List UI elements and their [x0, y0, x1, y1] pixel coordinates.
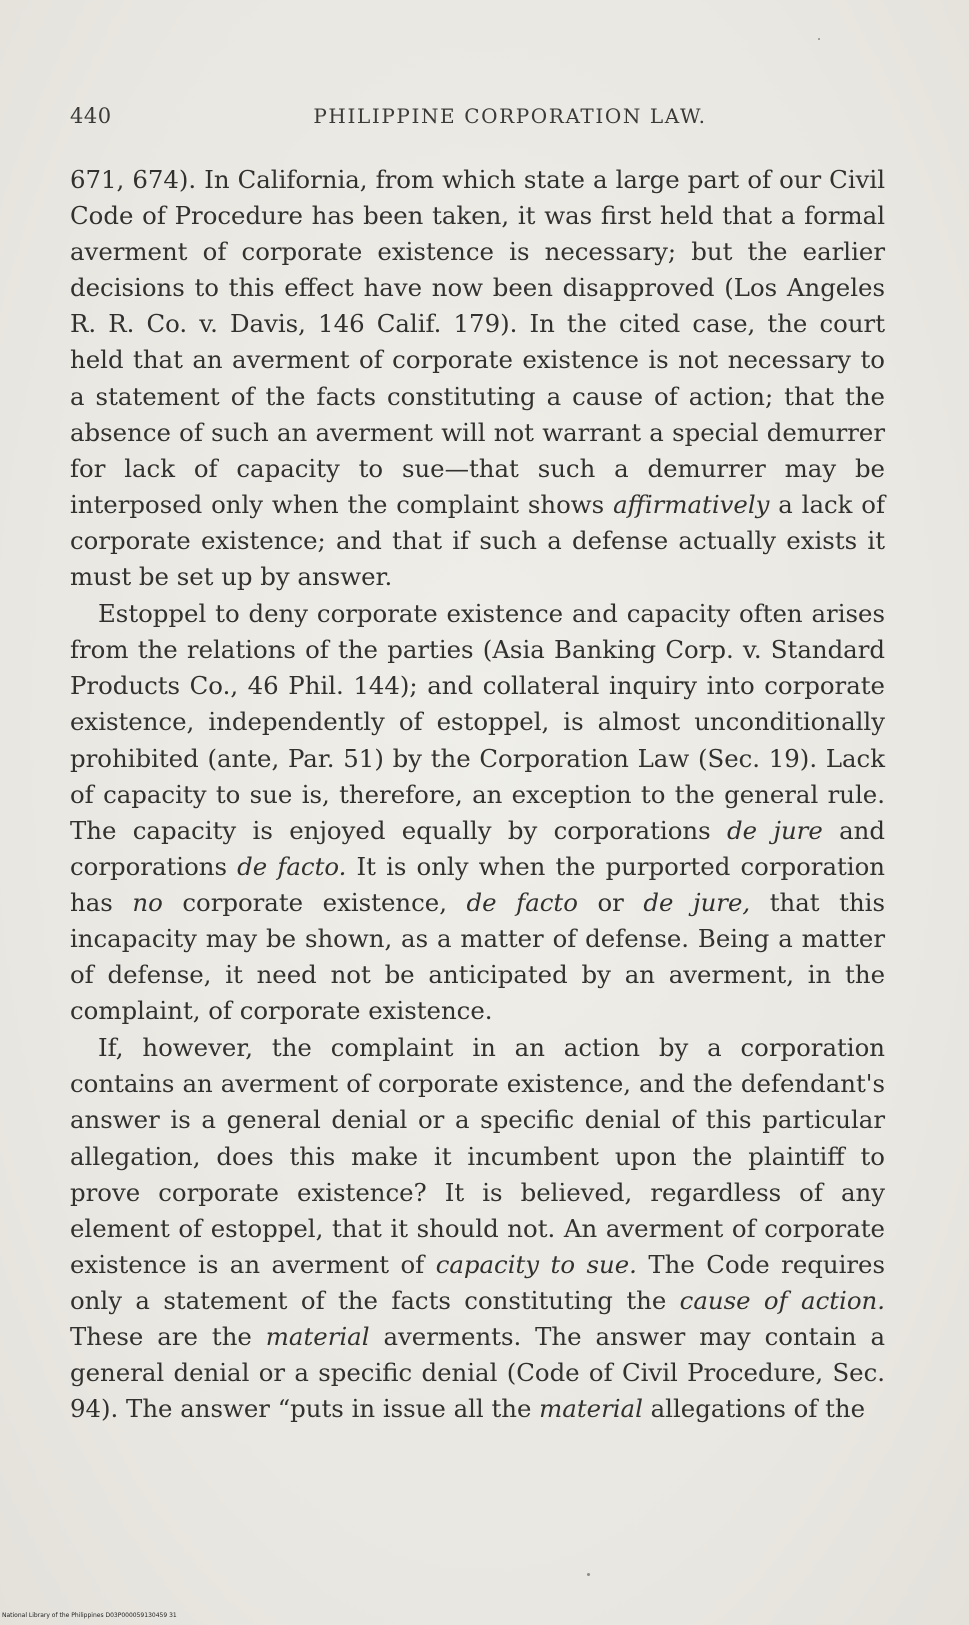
paragraph-3-italic-1: capacity to sue.	[435, 1249, 637, 1279]
paragraph-2-text-3: It is only when the purported corporation has	[70, 851, 885, 917]
paragraph-2-text-5: or	[577, 887, 644, 917]
page-number: 440	[70, 104, 112, 128]
paragraph-3-italic-3: material	[265, 1322, 370, 1351]
paragraph-3-italic-2: cause of action.	[679, 1285, 886, 1315]
paragraph-2-text-1: Estoppel to deny corporate existence and capacity often arises from the relations of the parties (Asia Banking Corp. v. Standard Products Co., 46 Phil. 144); and collateral inquiry into corporate existence, independently of estoppel, is almost unconditionally prohibited (ante, Par. 51) by the Corporation Law (Sec. 19). Lack of capacity to sue is, therefore, an exception to the general rule. The capacity is enjoyed equally by corporations	[70, 599, 885, 845]
paragraph-3-text-4: averments. The answer may contain a general denial or a specific denial (Code of Civil Procedure, Sec. 94). The answer “puts in issue all the	[70, 1322, 886, 1424]
paragraph-2-text-6: that this incapacity may be shown, as a matter of defense. Being a matter of defense, it need not be anticipated by an averment, in the complaint, of corporate existence.	[70, 887, 885, 1026]
dust-speck	[587, 1573, 590, 1576]
library-stamp: National Library of the Philippines D03P000059130459 31	[2, 1612, 177, 1619]
page-header	[70, 104, 890, 134]
paragraph-3-italic-4: material	[539, 1394, 643, 1424]
paragraph-2-italic-3: no	[132, 887, 163, 917]
paragraph-2-italic-4: de facto	[466, 887, 578, 917]
paragraph-2-italic-1: de jure	[726, 815, 823, 845]
paragraph-1	[70, 162, 885, 595]
paragraph-1-italic-1: affirmatively	[613, 489, 770, 519]
paragraph-1-text-1: 671, 674). In California, from which state a large part of our Civil Code of Procedure has been taken, it was first held that a formal averment of corporate existence is necessary; but the earlier decisions to this effect have now been disapproved (Los Angeles R. R. Co. v. Davis, 146 Calif. 179). In the cited case, the court held that an averment of corporate existence is not necessary to a statement of the facts constituting a cause of action; that the absence of such an averment will not warrant a special demurrer for lack of capacity to sue—that such a demurrer may be interposed only when the complaint shows	[70, 165, 885, 519]
paragraph-2-italic-2: de facto.	[237, 851, 347, 881]
paragraph-2-text-4: corporate existence,	[162, 887, 467, 917]
paragraph-1-text-2: a lack of corporate existence; and that if such a defense actually exists it must be set up by answer.	[70, 489, 886, 592]
paragraph-3-text-2: The Code requires only a statement of the facts constituting the	[70, 1249, 885, 1315]
paragraph-2-text-2: and corporations	[70, 815, 885, 881]
paragraph-3-text-5: allegations of the	[642, 1394, 866, 1424]
paragraph-3-text-3: These are the	[70, 1322, 266, 1351]
paragraph-3-text-1: If, however, the complaint in an action by a corporation contains an averment of corporate existence, and the defendant's answer is a general denial or a specific denial of this particular allegation, does this make it incumbent upon the plaintiff to prove corporate existence? It is believed, regardless of any element of estoppel, that it should not. An averment of corporate existence is an averment of	[70, 1033, 885, 1279]
paragraph-3	[70, 1030, 885, 1427]
dust-speck	[818, 38, 820, 40]
body-text	[70, 162, 885, 1427]
paragraph-2	[70, 596, 885, 1029]
paragraph-2-italic-5: de jure,	[643, 887, 751, 917]
running-head: PHILIPPINE CORPORATION LAW.	[313, 104, 707, 128]
